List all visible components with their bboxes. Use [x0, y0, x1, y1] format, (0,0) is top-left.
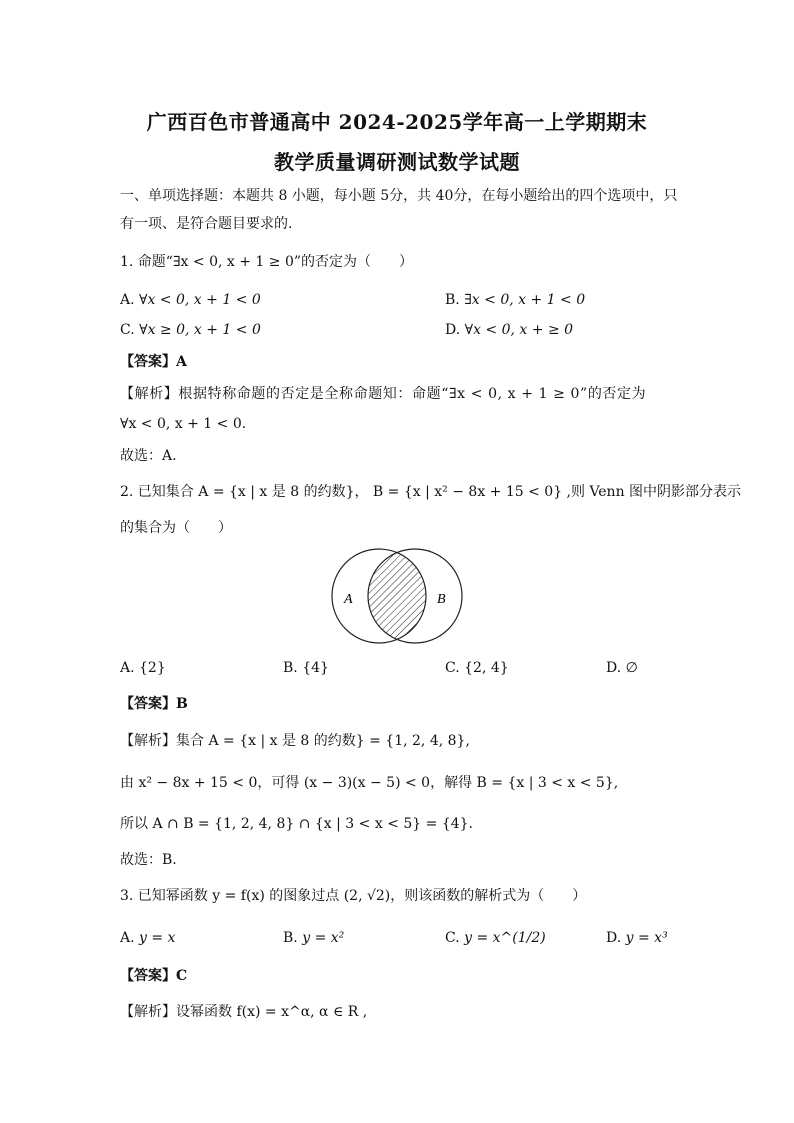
option-text: y = x — [139, 930, 176, 946]
q1-conclusion: 故选：A. — [120, 448, 177, 464]
q3-option-a — [120, 928, 175, 948]
option-text: {2, 4} — [464, 660, 509, 676]
q2-stem: 2. 已知集合 A = {x | x 是 8 的约数}， B = {x | x² − 8x + 15 < 0} ,则 Venn 图中阴影部分表示 — [120, 484, 742, 500]
option-text: y = x² — [302, 930, 345, 946]
option-label: B. — [445, 292, 460, 308]
q1-option-b — [445, 290, 585, 310]
option-text: {2} — [139, 660, 166, 676]
q2-conclusion: 故选：B. — [120, 852, 177, 868]
venn-diagram — [322, 548, 472, 644]
option-label: C. — [120, 322, 135, 338]
section-header-cont: 有一项、是符合题目要求的. — [120, 216, 293, 232]
q2-option-b — [283, 658, 329, 678]
q3-option-b — [283, 928, 344, 948]
option-text: ∅ — [625, 660, 638, 676]
option-text: {4} — [302, 660, 329, 676]
option-text: ∀x < 0, x + ≥ 0 — [464, 322, 574, 338]
q2-option-d — [606, 658, 638, 678]
q1-option-c — [120, 320, 261, 340]
q2-option-a — [120, 658, 166, 678]
q1-analysis-cont: ∀x < 0, x + 1 < 0. — [120, 416, 247, 432]
q1-answer: 【答案】A — [120, 354, 187, 370]
option-text: y = x³ — [625, 930, 668, 946]
q1-stem: 1. 命题“∃x < 0, x + 1 ≥ 0”的否定为（ ） — [120, 254, 414, 270]
q2-analysis-cont2: 所以 A ∩ B = {1, 2, 4, 8} ∩ {x | 3 < x < 5} = {4}. — [120, 816, 473, 832]
option-label: A. — [120, 930, 135, 946]
venn-label-a: A — [344, 592, 353, 607]
q2-analysis: 【解析】集合 A = {x | x 是 8 的约数} = {1, 2, 4, 8}, — [120, 733, 470, 749]
venn-label-b: B — [437, 592, 446, 607]
document-title-line2: 教学质量调研测试数学试题 — [274, 150, 520, 174]
option-text: ∃x < 0, x + 1 < 0 — [464, 292, 586, 308]
option-label: A. — [120, 660, 135, 676]
document-title-line1: 广西百色市普通高中 2024-2025学年高一上学期期末 — [146, 110, 648, 134]
option-text: ∀x < 0, x + 1 < 0 — [139, 292, 261, 308]
q2-analysis-cont: 由 x² − 8x + 15 < 0，可得 (x − 3)(x − 5) < 0，解得 B = {x | 3 < x < 5}, — [120, 775, 619, 791]
option-label: D. — [445, 322, 461, 338]
option-text: y = x^(1/2) — [464, 930, 546, 946]
q2-stem-cont: 的集合为（ ） — [120, 520, 232, 536]
q3-stem: 3. 已知幂函数 y = f(x) 的图象过点 (2, √2)，则该函数的解析式为（ ） — [120, 888, 587, 904]
section-header: 一、单项选择题：本题共 8 小题，每小题 5分，共 40分，在每小题给出的四个选项中，只 — [120, 188, 678, 204]
option-label: A. — [120, 292, 135, 308]
option-label: D. — [606, 930, 622, 946]
q1-option-a — [120, 290, 261, 310]
q3-option-d — [606, 928, 668, 948]
option-label: B. — [283, 930, 298, 946]
option-label: C. — [445, 930, 460, 946]
q3-answer: 【答案】C — [120, 968, 188, 984]
q1-analysis: 【解析】根据特称命题的否定是全称命题知：命题“∃x < 0, x + 1 ≥ 0”的否定为 — [120, 386, 647, 402]
q2-option-c — [445, 658, 509, 678]
q2-answer: 【答案】B — [120, 696, 188, 712]
option-label: C. — [445, 660, 460, 676]
q3-analysis: 【解析】设幂函数 f(x) = x^α, α ∈ R , — [120, 1004, 368, 1020]
option-label: B. — [283, 660, 298, 676]
q1-option-d — [445, 320, 573, 340]
option-label: D. — [606, 660, 622, 676]
q3-option-c — [445, 928, 546, 948]
option-text: ∀x ≥ 0, x + 1 < 0 — [139, 322, 261, 338]
